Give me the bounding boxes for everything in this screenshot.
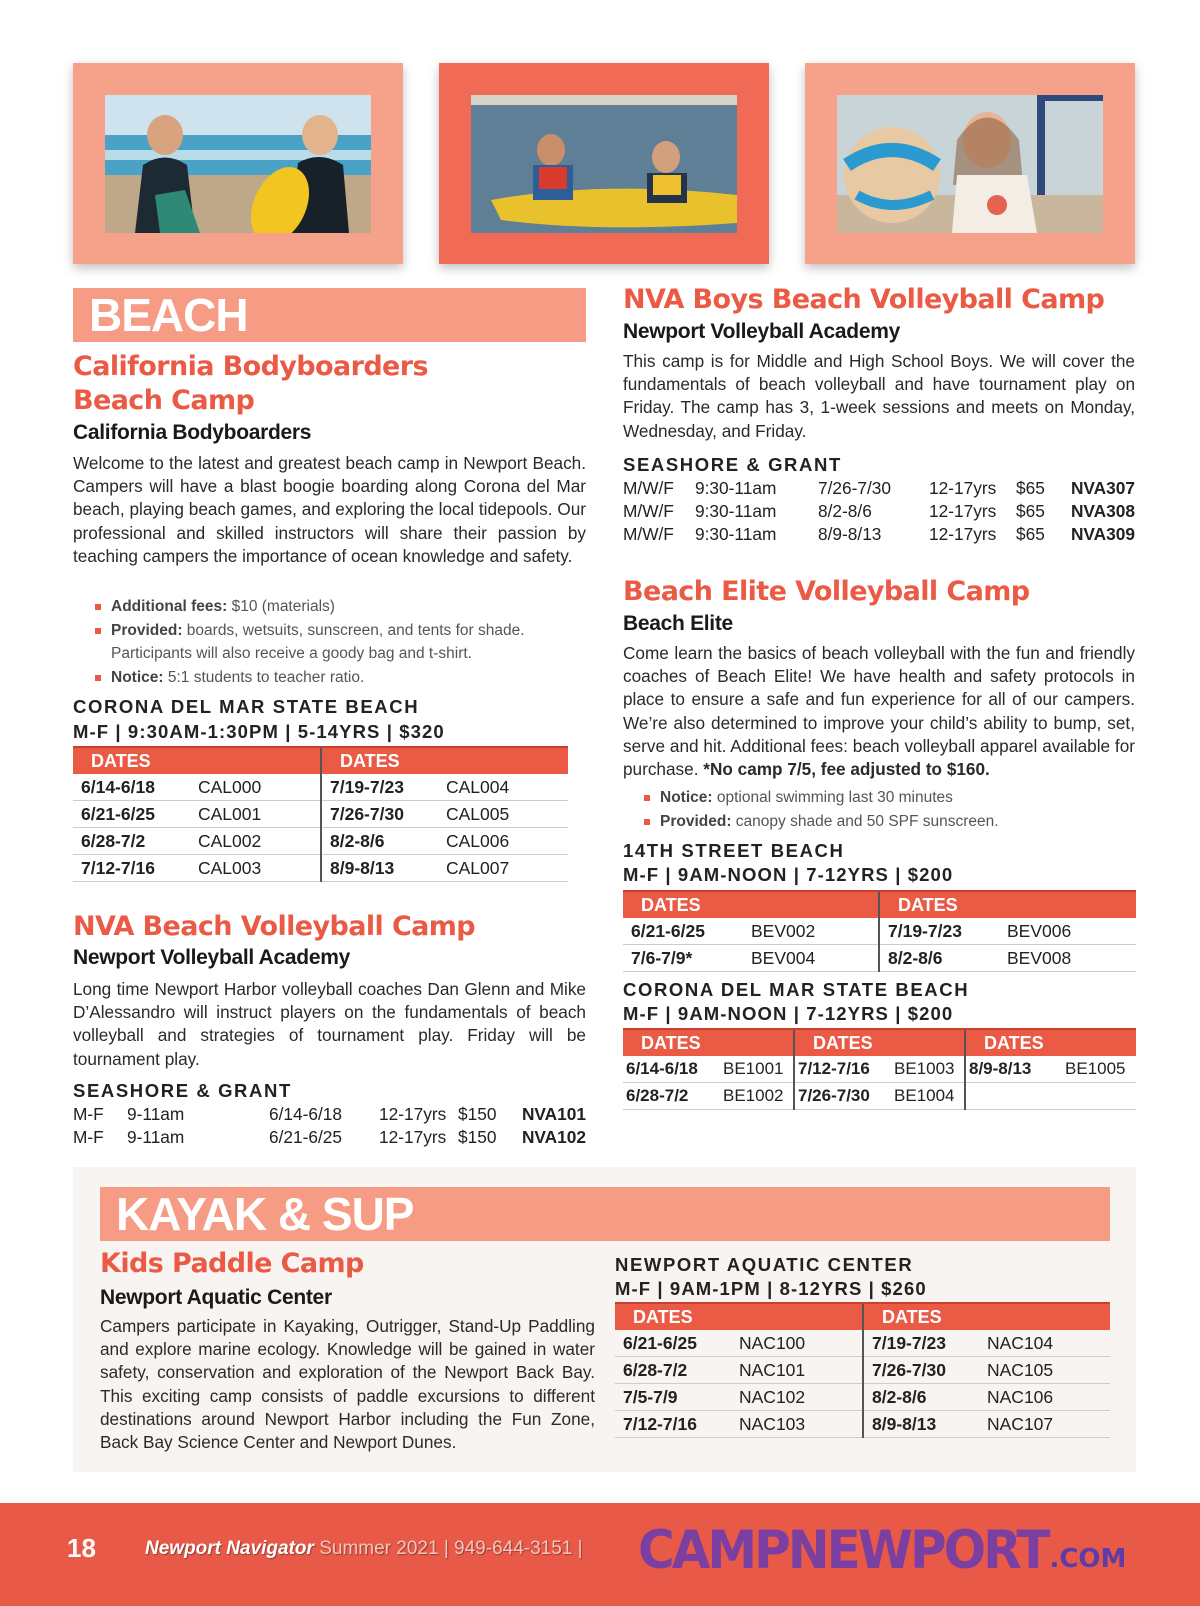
- table-row: 6/28-7/2 NAC101 7/26-7/30 NAC105: [615, 1357, 1110, 1384]
- schedule-row: M/W/F 9:30-11am 8/9-8/13 12-17yrs $65 NVA309: [623, 524, 1135, 544]
- cbc-bullet: Provided: boards, wetsuits, sunscreen, and tents for shade. Participants will also receive a goody bag and t-shirt.: [93, 619, 573, 666]
- schedule-row: M-F 9-11am 6/21-6/25 12-17yrs $150 NVA102: [73, 1127, 586, 1147]
- logo-main-text: CAMPNEWPORT: [638, 1519, 1048, 1581]
- table-row: 7/12-7/16 NAC103 8/9-8/13 NAC107: [615, 1411, 1110, 1438]
- boys-title: NVA Boys Beach Volleyball Camp: [623, 284, 1105, 315]
- dates-header: DATES: [879, 891, 1136, 918]
- elite-title: Beach Elite Volleyball Camp: [623, 576, 1030, 607]
- kayak-title: Kids Paddle Camp: [100, 1248, 364, 1279]
- table-row: 6/28-7/2 BE1002 7/26-7/30 BE1004: [623, 1083, 1136, 1110]
- cbc-dates-table: [73, 746, 568, 882]
- table-row: 6/21-6/25 CAL001 7/26-7/30 CAL005: [73, 801, 568, 828]
- table-row: 7/12-7/16 CAL003 8/9-8/13 CAL007: [73, 855, 568, 882]
- schedule-row: M/W/F 9:30-11am 7/26-7/30 12-17yrs $65 NVA307: [623, 478, 1135, 498]
- nva-org: Newport Volleyball Academy: [73, 946, 350, 969]
- kayak-location: NEWPORT AQUATIC CENTER: [615, 1254, 914, 1275]
- cbc-title: [73, 350, 428, 418]
- photo-frame-1: [73, 63, 403, 264]
- elite-description: Come learn the basics of beach volleyball with the fun and friendly coaches of Beach Elite! We have health and safety protocols in place to ensure a safe and fun experience for all of our campers. We’re also determined to improve your child’s ability to bump, set, serve and hit. Additional fees: beach volleyball apparel available for purchase. *No camp 7/5, fee adjusted to $160.: [623, 643, 1135, 780]
- footer-publication-line: Newport Navigator Summer 2021 | 949-644-3151 |: [145, 1538, 583, 1559]
- elite-bullets: [642, 786, 1122, 833]
- page-footer: [0, 1503, 1200, 1606]
- elite-location-2: CORONA DEL MAR STATE BEACH: [623, 979, 970, 1000]
- boys-description: This camp is for Middle and High School Boys. We will cover the fundamentals of beach volleyball and have tournament play on Friday. The camp has 3, 1-week sessions and meets on Monday, Wednesday, and Friday.: [623, 351, 1135, 441]
- cbc-title-line2: Beach Camp: [73, 385, 255, 416]
- table-row: 6/21-6/25 BEV002 7/19-7/23 BEV006: [623, 918, 1136, 945]
- cbc-schedule: M-F | 9:30AM-1:30PM | 5-14YRS | $320: [73, 721, 445, 742]
- nva-description: Long time Newport Harbor volleyball coaches Dan Glenn and Mike D’Alessandro will instruct players on the fundamentals of beach volleyball and strategies of tournament play. Friday will be tournament play.: [73, 979, 586, 1069]
- dates-header: DATES: [794, 1029, 965, 1056]
- table-row: 6/14-6/18 BE1001 7/12-7/16 BE1003 8/9-8/13 BE1005: [623, 1056, 1136, 1083]
- dates-header: DATES: [321, 747, 568, 774]
- table-row: 7/6-7/9* BEV004 8/2-8/6 BEV008: [623, 945, 1136, 972]
- kayak-section-banner: [100, 1187, 1110, 1241]
- elite-bullet: Provided: canopy shade and 50 SPF sunscreen.: [642, 810, 1122, 834]
- schedule-row: M-F 9-11am 6/14-6/18 12-17yrs $150 NVA101: [73, 1104, 586, 1124]
- publication-season: Summer 2021: [319, 1538, 439, 1559]
- cbc-description: Welcome to the latest and greatest beach camp in Newport Beach. Campers will have a blast boogie boarding along Corona del Mar beach, playing beach games, and exploring the local tidepools. Our professional and skilled instructors will share their passion by teaching campers the importance of ocean knowledge and safety.: [73, 453, 586, 566]
- boys-org: Newport Volleyball Academy: [623, 320, 900, 343]
- nva-title: NVA Beach Volleyball Camp: [73, 911, 476, 942]
- cbc-bullets: [93, 595, 573, 689]
- dates-header: DATES: [73, 747, 321, 774]
- campnewport-logo[interactable]: [638, 1521, 1126, 1579]
- cbc-title-line1: California Bodyboarders: [73, 351, 428, 382]
- schedule-row: M/W/F 9:30-11am 8/2-8/6 12-17yrs $65 NVA308: [623, 501, 1135, 521]
- logo-tld-text: .COM: [1049, 1544, 1127, 1574]
- elite-location-1: 14TH STREET BEACH: [623, 840, 845, 861]
- kayak-org: Newport Aquatic Center: [100, 1286, 332, 1309]
- volleyball-girl-photo: [837, 95, 1103, 233]
- kayak-description: Campers participate in Kayaking, Outrigger, Stand-Up Paddling and explore marine ecology. Knowledge will be gained in water safety, conservation and exploration of the Newport Back Bay. This exciting camp consists of paddle excursions to different destinations around Newport Harbor including the Fun Zone, Back Bay Science Center and Newport Dunes.: [100, 1316, 595, 1453]
- photo-frame-2: [439, 63, 769, 264]
- table-row: 6/14-6/18 CAL000 7/19-7/23 CAL004: [73, 774, 568, 801]
- dates-header: DATES: [623, 1029, 794, 1056]
- elite-schedule-2: M-F | 9AM-NOON | 7-12YRS | $200: [623, 1003, 954, 1024]
- elite-dates-table-1: [623, 890, 1136, 972]
- table-row: 6/21-6/25 NAC100 7/19-7/23 NAC104: [615, 1330, 1110, 1357]
- table-row: 6/28-7/2 CAL002 8/2-8/6 CAL006: [73, 828, 568, 855]
- elite-org: Beach Elite: [623, 612, 733, 635]
- dates-header: DATES: [965, 1029, 1136, 1056]
- cbc-org: California Bodyboarders: [73, 421, 312, 444]
- bodyboarders-photo: [105, 95, 371, 233]
- dates-header: DATES: [615, 1303, 863, 1330]
- cbc-location: CORONA DEL MAR STATE BEACH: [73, 696, 420, 717]
- elite-bullet: Notice: optional swimming last 30 minutes: [642, 786, 1122, 810]
- table-row: 7/5-7/9 NAC102 8/2-8/6 NAC106: [615, 1384, 1110, 1411]
- cbc-bullet: Additional fees: $10 (materials): [93, 595, 573, 619]
- publication-name: Newport Navigator: [145, 1538, 314, 1559]
- photo-frame-3: [805, 63, 1135, 264]
- dates-header: DATES: [863, 1303, 1110, 1330]
- dates-header: DATES: [623, 891, 879, 918]
- publication-phone: 949-644-3151: [454, 1538, 573, 1559]
- page-number: 18: [67, 1533, 96, 1563]
- nva-location: SEASHORE & GRANT: [73, 1080, 292, 1101]
- kayak-heading: KAYAK & SUP: [116, 1188, 414, 1240]
- beach-section-banner: [73, 288, 586, 342]
- boys-location: SEASHORE & GRANT: [623, 454, 842, 475]
- kayakers-photo: [471, 95, 737, 233]
- kayak-dates-table: [615, 1302, 1110, 1438]
- kayak-schedule: M-F | 9AM-1PM | 8-12YRS | $260: [615, 1278, 927, 1299]
- elite-dates-table-2: [623, 1028, 1136, 1110]
- beach-heading: BEACH: [89, 289, 248, 341]
- cbc-bullet: Notice: 5:1 students to teacher ratio.: [93, 666, 573, 690]
- elite-schedule-1: M-F | 9AM-NOON | 7-12YRS | $200: [623, 864, 954, 885]
